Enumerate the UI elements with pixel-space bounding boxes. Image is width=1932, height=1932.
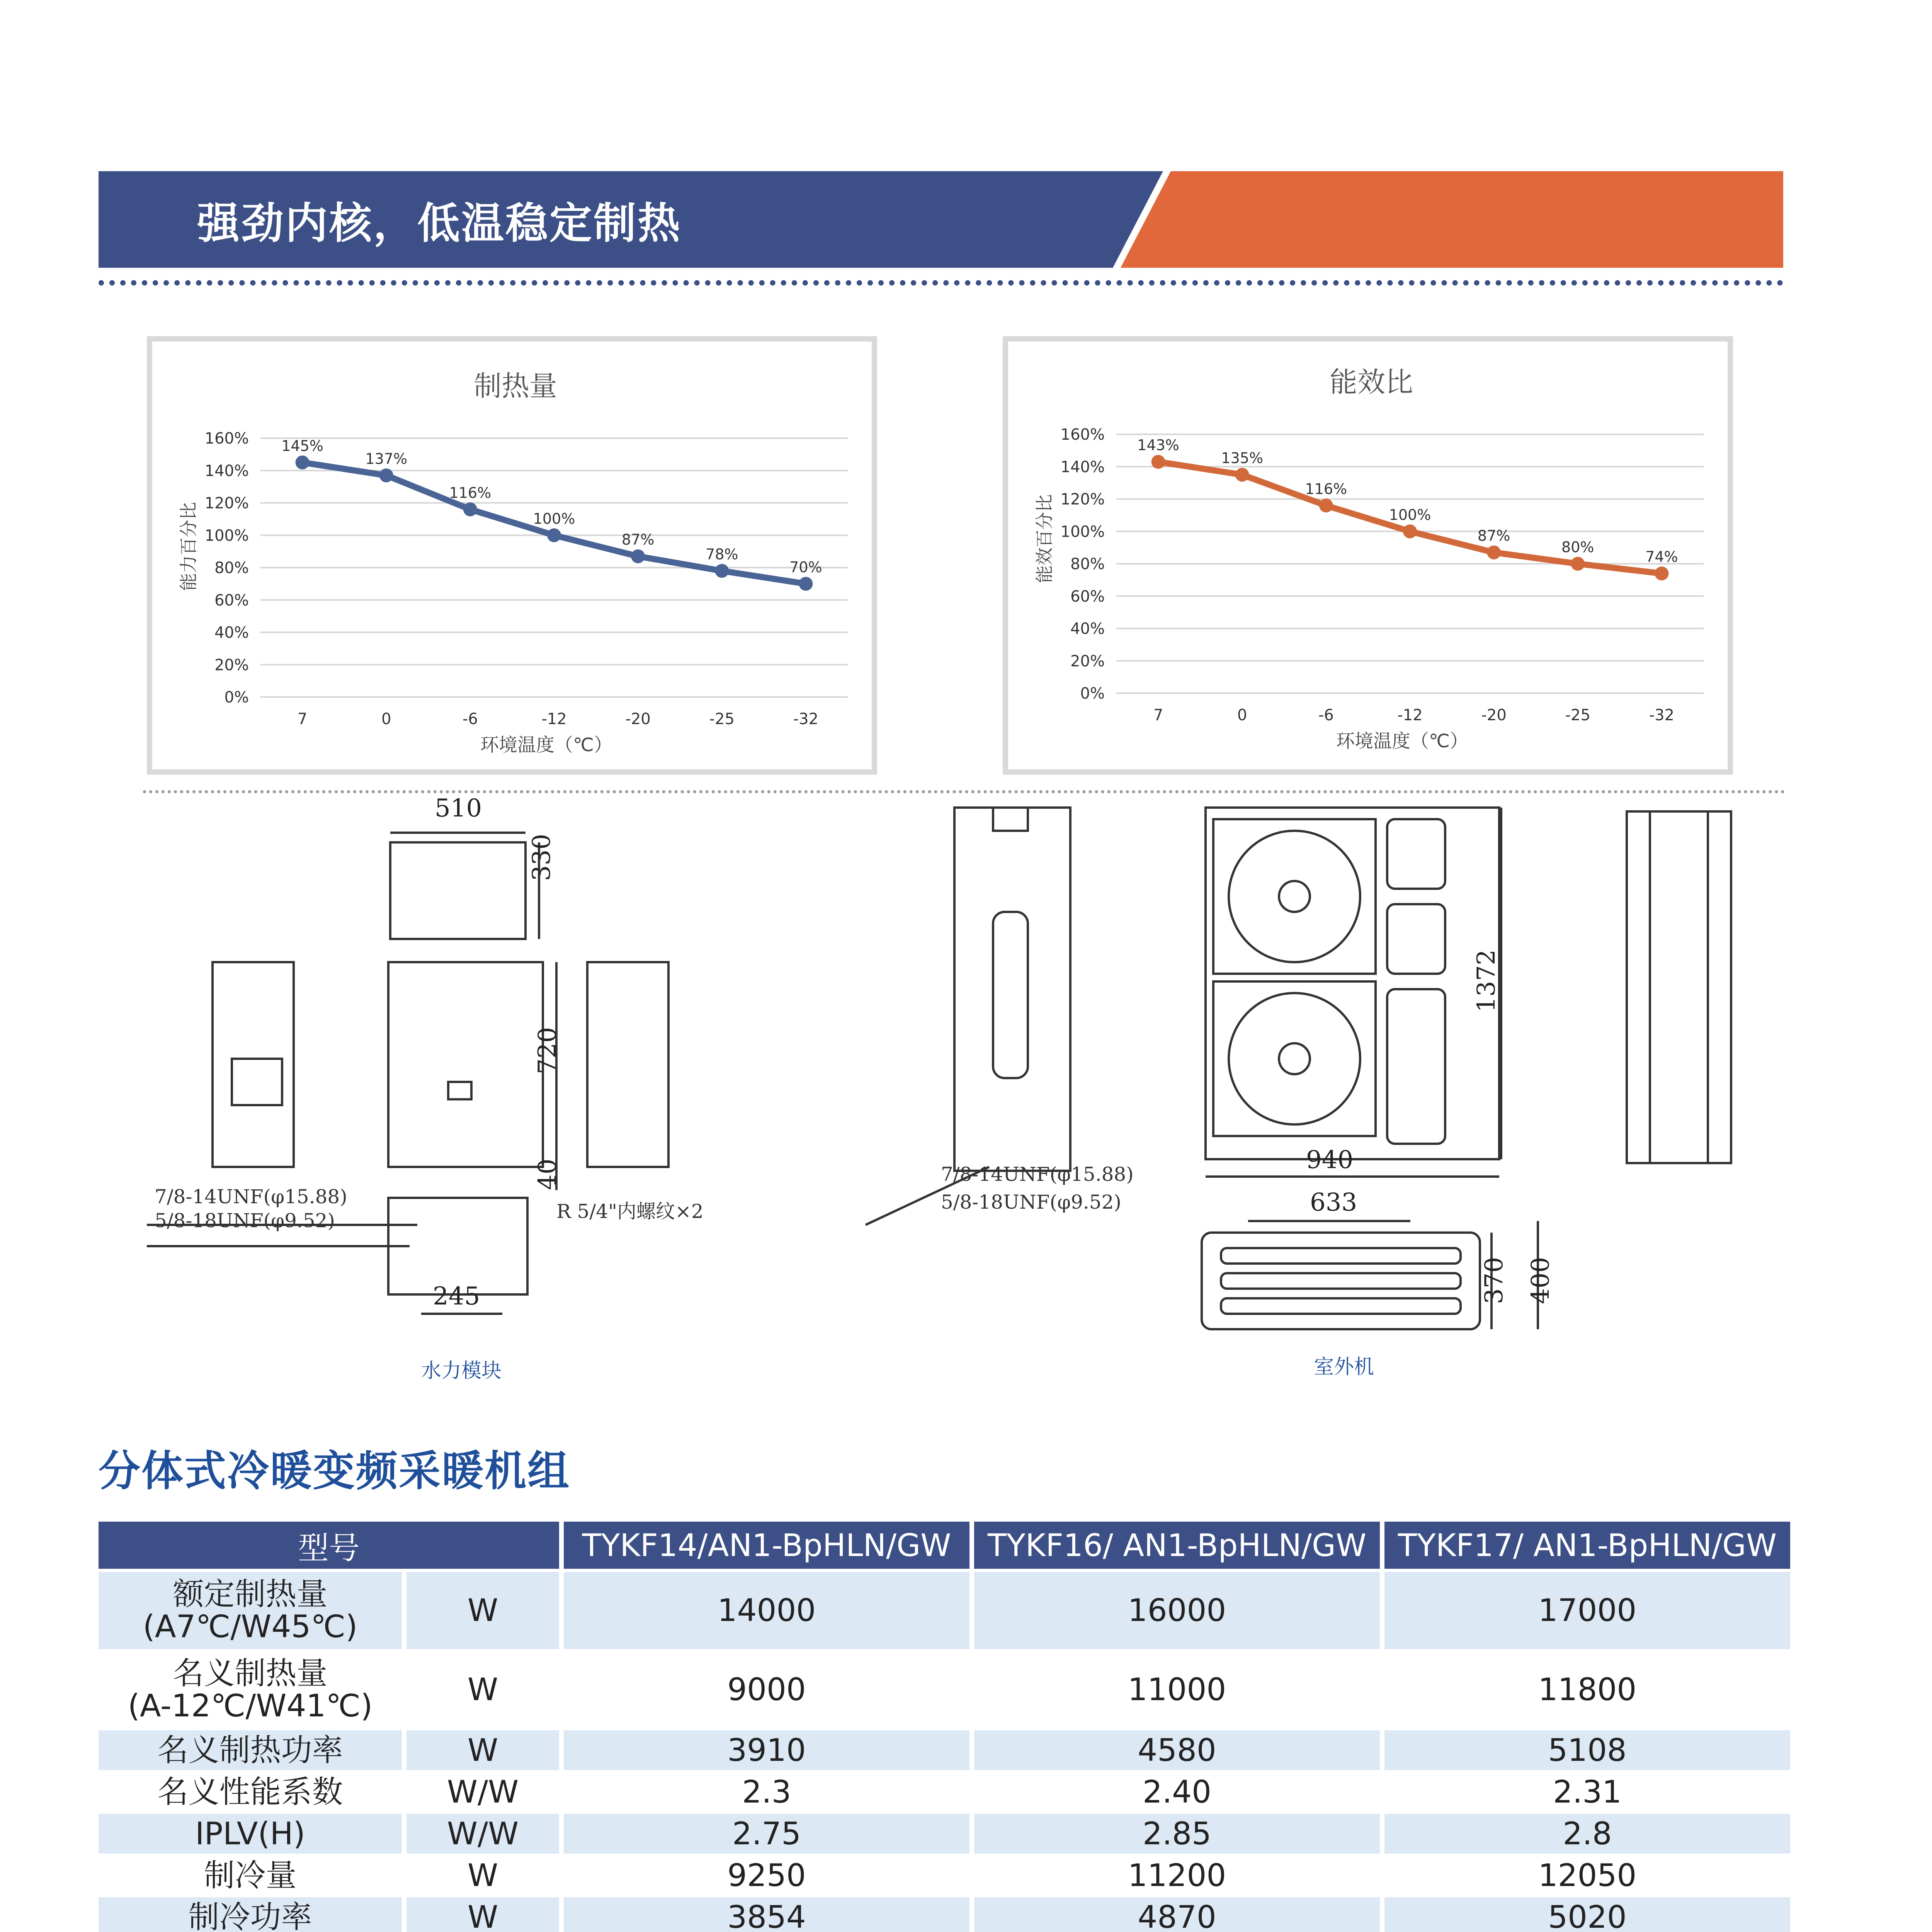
data-label: 135% <box>1221 449 1264 467</box>
y-tick-label: 60% <box>1070 587 1105 605</box>
data-label: 80% <box>1561 539 1594 556</box>
y-tick-label: 140% <box>204 462 249 480</box>
data-label: 87% <box>621 531 655 548</box>
cell-v2: 16000 <box>974 1572 1380 1651</box>
cell-name: 额定制热量 (A7℃/W45℃) <box>99 1572 402 1651</box>
outdoor-pipe-spec-1: 7/8-14UNF(φ15.88) <box>941 1163 1134 1185</box>
data-point <box>1655 566 1668 580</box>
cell-v1: 14000 <box>564 1572 969 1651</box>
cell-v3: 2.8 <box>1384 1814 1790 1855</box>
y-axis-label: 能力百分比 <box>178 502 199 591</box>
x-axis-label: 环境温度（℃） <box>1336 730 1468 752</box>
y-tick-label: 0% <box>224 689 249 706</box>
hydro-top-view <box>390 842 526 939</box>
y-tick-label: 100% <box>204 527 249 545</box>
data-label: 143% <box>1137 437 1179 454</box>
spec-table <box>94 1522 1795 1932</box>
data-label: 87% <box>1477 527 1510 544</box>
data-label: 137% <box>365 450 408 468</box>
table-row <box>99 1651 1790 1730</box>
cell-v1: 3854 <box>564 1897 969 1932</box>
chart-panel-efficiency <box>1003 336 1733 775</box>
x-tick-label: 7 <box>297 710 308 728</box>
data-point <box>1487 546 1501 560</box>
data-point <box>379 468 393 482</box>
cell-v1: 2.75 <box>564 1814 969 1855</box>
dim-outdoor-width: 940 <box>1306 1146 1354 1174</box>
data-point <box>799 577 813 591</box>
cell-v2: 2.85 <box>974 1814 1380 1855</box>
y-tick-label: 60% <box>214 591 249 609</box>
y-tick-label: 120% <box>204 494 249 512</box>
x-tick-label: -6 <box>1318 706 1334 724</box>
x-tick-label: -12 <box>541 710 567 728</box>
data-point <box>547 528 561 542</box>
data-point <box>1235 468 1249 482</box>
cell-name: 名义制热功率 <box>99 1730 402 1772</box>
page-title: 强劲内核，低温稳定制热 <box>197 199 682 248</box>
data-label: 100% <box>533 510 575 527</box>
dim-hydro-245: 245 <box>433 1282 480 1311</box>
cell-name: 制冷功率 <box>99 1897 402 1932</box>
hydro-right-side <box>587 962 668 1167</box>
dim-hydro-40: 40 <box>533 1158 562 1190</box>
y-tick-label: 160% <box>204 430 249 447</box>
data-label: 145% <box>281 437 323 454</box>
x-tick-label: -32 <box>793 710 819 728</box>
hydro-caption: 水力模块 <box>421 1359 502 1383</box>
x-tick-label: -20 <box>1481 706 1507 724</box>
hydro-pipe-spec-1: 7/8-14UNF(φ15.88) <box>155 1185 347 1208</box>
dim-hydro-depth: 330 <box>527 833 556 881</box>
cell-unit: W <box>406 1730 559 1772</box>
data-label: 116% <box>449 484 492 502</box>
cell-name: 名义性能系数 <box>99 1772 402 1814</box>
outdoor-pipe-spec-2: 5/8-18UNF(φ9.52) <box>941 1191 1121 1213</box>
cell-v3: 12050 <box>1384 1855 1790 1897</box>
x-tick-label: -12 <box>1397 706 1423 724</box>
dim-outdoor-400: 400 <box>1526 1257 1555 1304</box>
y-axis-label: 能效百分比 <box>1034 494 1055 583</box>
outdoor-right-view <box>1627 811 1731 1163</box>
section-title: 分体式冷暖变频采暖机组 <box>99 1447 571 1495</box>
data-label: 78% <box>706 546 738 563</box>
y-tick-label: 0% <box>1080 685 1105 702</box>
y-tick-label: 100% <box>1060 523 1105 541</box>
table-row <box>99 1572 1790 1651</box>
data-point <box>1571 557 1585 571</box>
section-dotted-rule <box>143 790 1785 793</box>
dim-hydro-height: 720 <box>533 1027 562 1074</box>
cell-v3: 5108 <box>1384 1730 1790 1772</box>
cell-v2: 2.40 <box>974 1772 1380 1814</box>
data-point <box>1151 455 1165 469</box>
y-tick-label: 20% <box>214 656 249 674</box>
x-tick-label: -32 <box>1649 706 1675 724</box>
dim-outdoor-height: 1372 <box>1472 949 1501 1012</box>
cell-name: 名义制热量 (A-12℃/W41℃) <box>99 1651 402 1730</box>
x-tick-label: 0 <box>381 710 391 728</box>
y-tick-label: 120% <box>1060 490 1105 509</box>
x-tick-label: -20 <box>625 710 651 728</box>
cell-unit: W/W <box>406 1772 559 1814</box>
hydro-front-view <box>388 962 543 1167</box>
outdoor-caption: 室外机 <box>1314 1355 1374 1379</box>
table-row <box>99 1730 1790 1772</box>
header-dotted-rule <box>99 280 1783 286</box>
chart-title: 能效比 <box>1329 366 1413 398</box>
chart-title: 制热量 <box>473 370 558 402</box>
table-row <box>99 1855 1790 1897</box>
data-point <box>296 456 310 469</box>
data-label: 74% <box>1645 548 1678 566</box>
x-axis-label: 环境温度（℃） <box>480 734 612 756</box>
table-header-row <box>99 1522 1790 1572</box>
data-point <box>1319 498 1333 512</box>
table-row <box>99 1897 1790 1932</box>
outdoor-side-view <box>954 808 1070 1171</box>
cell-v2: 11200 <box>974 1855 1380 1897</box>
cell-v1: 9000 <box>564 1651 969 1730</box>
cell-v1: 9250 <box>564 1855 969 1897</box>
cell-v1: 2.3 <box>564 1772 969 1814</box>
data-point <box>463 502 477 516</box>
y-tick-label: 80% <box>1070 555 1105 573</box>
hydro-thread-spec: R 5/4"内螺纹×2 <box>556 1200 704 1223</box>
cell-v3: 11800 <box>1384 1651 1790 1730</box>
cell-v2: 4870 <box>974 1897 1380 1932</box>
cell-name: IPLV(H) <box>99 1814 402 1855</box>
hydro-pipe-spec-2: 5/8-18UNF(φ9.52) <box>155 1209 335 1232</box>
cell-v3: 2.31 <box>1384 1772 1790 1814</box>
header-model-1: TYKF14/AN1-BpHLN/GW <box>564 1522 969 1572</box>
header-model-3: TYKF17/ AN1-BpHLN/GW <box>1384 1522 1790 1572</box>
cell-unit: W <box>406 1897 559 1932</box>
dim-hydro-width: 510 <box>435 794 482 823</box>
y-tick-label: 40% <box>214 624 249 642</box>
dimension-drawings <box>0 796 1932 1399</box>
heating-capacity-chart <box>152 342 872 769</box>
cell-unit: W <box>406 1572 559 1651</box>
table-row <box>99 1814 1790 1855</box>
x-tick-label: -25 <box>709 710 735 728</box>
header-model: 型号 <box>99 1522 559 1572</box>
dim-outdoor-370: 370 <box>1480 1257 1509 1304</box>
chart-panel-heating <box>147 336 877 775</box>
efficiency-ratio-chart <box>1008 342 1728 769</box>
x-tick-label: 7 <box>1153 706 1163 724</box>
data-point <box>631 549 645 563</box>
data-point <box>715 564 729 578</box>
x-tick-label: 0 <box>1237 706 1247 724</box>
cell-unit: W <box>406 1651 559 1730</box>
cell-v3: 5020 <box>1384 1897 1790 1932</box>
x-tick-label: -25 <box>1565 706 1590 724</box>
y-tick-label: 140% <box>1060 458 1105 476</box>
cell-v2: 4580 <box>974 1730 1380 1772</box>
cell-v1: 3910 <box>564 1730 969 1772</box>
y-tick-label: 40% <box>1070 620 1105 638</box>
cell-name: 制冷量 <box>99 1855 402 1897</box>
y-tick-label: 20% <box>1070 652 1105 670</box>
table-row <box>99 1772 1790 1814</box>
header-banner-orange <box>1113 171 1783 268</box>
y-tick-label: 80% <box>214 559 249 577</box>
data-label: 116% <box>1305 480 1347 498</box>
cell-v3: 17000 <box>1384 1572 1790 1651</box>
data-label: 70% <box>789 558 822 576</box>
data-point <box>1403 524 1417 538</box>
cell-unit: W <box>406 1855 559 1897</box>
header-model-2: TYKF16/ AN1-BpHLN/GW <box>974 1522 1380 1572</box>
dim-outdoor-633: 633 <box>1310 1188 1357 1217</box>
y-tick-label: 160% <box>1060 426 1105 444</box>
data-label: 100% <box>1389 506 1431 524</box>
x-tick-label: -6 <box>462 710 478 728</box>
cell-unit: W/W <box>406 1814 559 1855</box>
cell-v2: 11000 <box>974 1651 1380 1730</box>
